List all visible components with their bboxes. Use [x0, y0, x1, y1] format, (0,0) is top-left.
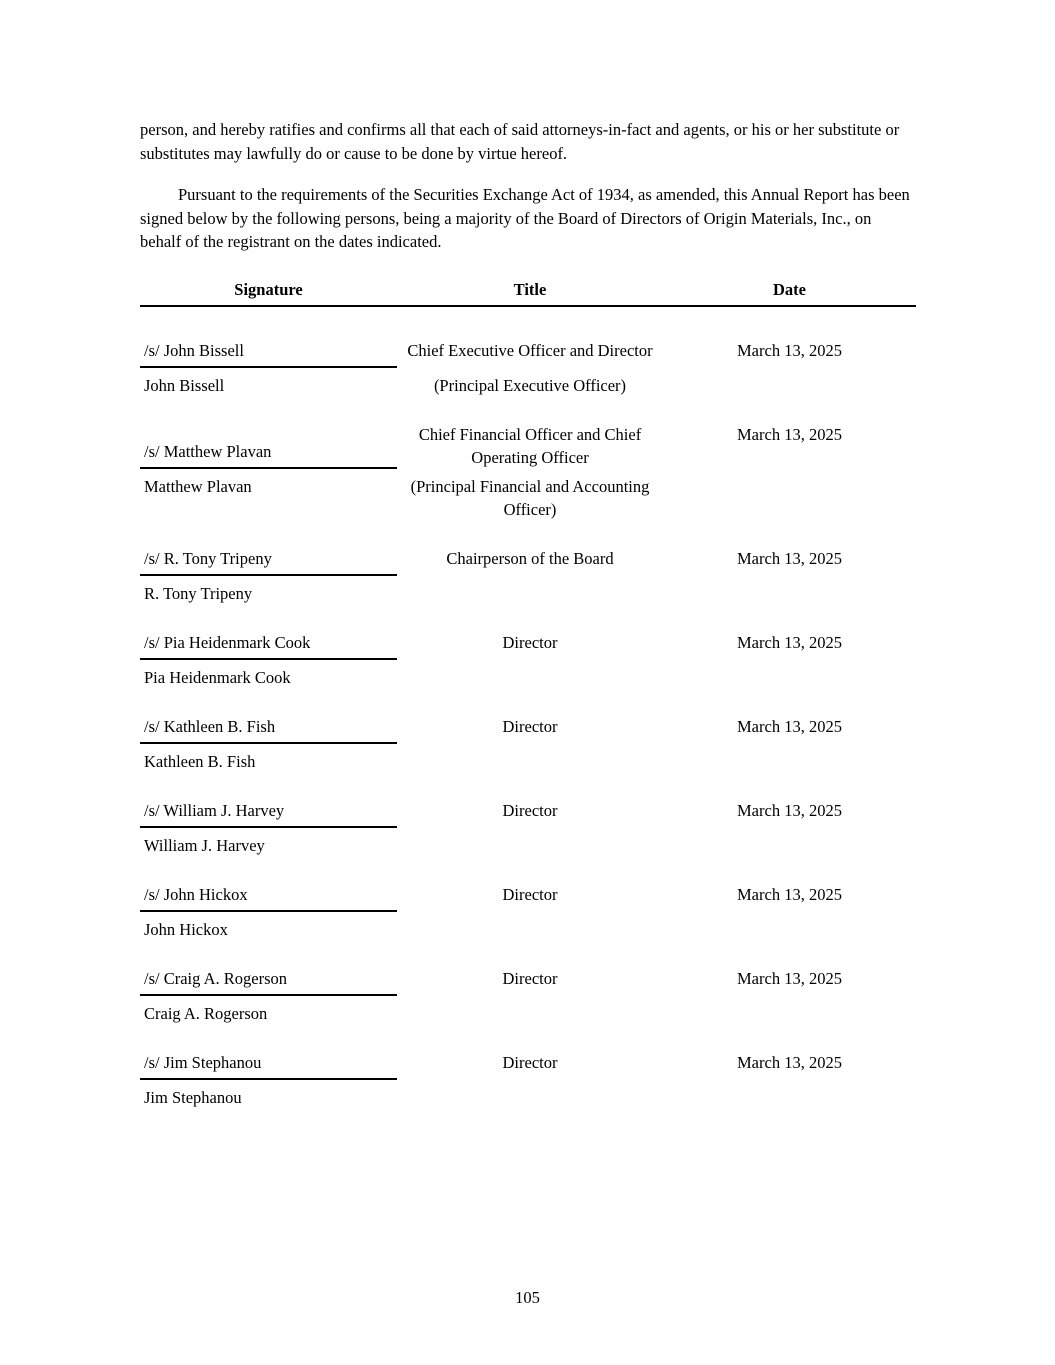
title-text: Director [502, 968, 558, 988]
title-text: Director [502, 716, 558, 736]
date-text: March 13, 2025 [737, 1052, 842, 1072]
title-text: Director [502, 632, 558, 652]
signature-line: /s/ Craig A. Rogerson [140, 967, 397, 996]
title-text: Director [502, 1052, 558, 1072]
title-subtext [397, 660, 663, 689]
title-text: Director [502, 800, 558, 820]
signer-name: Matthew Plavan [144, 476, 252, 496]
body-paragraph-continuation: person, and hereby ratifies and confirms all that each of said attorneys-in-fact and agents, or his or her substitute or substitutes may lawfully do or cause to be done by virtue hereof. [140, 120, 900, 163]
title-subtext: (Principal Financial and Accounting Officer) [410, 476, 650, 519]
title-text: Chief Executive Officer and Director [407, 340, 653, 360]
signature-row [140, 339, 916, 397]
signer-name: Pia Heidenmark Cook [144, 667, 291, 687]
date-text: March 13, 2025 [737, 340, 842, 360]
title-subtext [397, 576, 663, 605]
signature-line: /s/ Matthew Plavan [140, 440, 397, 469]
page-number: 105 [515, 1288, 540, 1307]
signer-name: William J. Harvey [144, 835, 265, 855]
signature-line: /s/ R. Tony Tripeny [140, 547, 397, 576]
body-paragraph-pursuant: Pursuant to the requirements of the Securities Exchange Act of 1934, as amended, this Annual Report has been signed below by the following persons, being a majority of the Board of Directors of Origin Materials, Inc., on behalf of the registrant on the dates indicated. [140, 185, 910, 251]
title-subtext [397, 828, 663, 857]
signature-table-body [140, 307, 916, 1109]
date-text: March 13, 2025 [737, 548, 842, 568]
signer-name: Jim Stephanou [144, 1087, 242, 1107]
signature-line: /s/ Kathleen B. Fish [140, 715, 397, 744]
signature-row [140, 883, 916, 941]
title-subtext [397, 912, 663, 941]
signer-name: John Bissell [144, 375, 225, 395]
signature-row [140, 423, 916, 521]
date-text: March 13, 2025 [737, 800, 842, 820]
date-text: March 13, 2025 [737, 424, 842, 444]
signature-line: /s/ Pia Heidenmark Cook [140, 631, 397, 660]
title-text: Director [502, 884, 558, 904]
title-subtext [397, 996, 663, 1025]
signature-line: /s/ John Bissell [140, 339, 397, 368]
date-text: March 13, 2025 [737, 716, 842, 736]
date-text: March 13, 2025 [737, 884, 842, 904]
signature-row [140, 1051, 916, 1109]
title-subtext: (Principal Executive Officer) [433, 375, 627, 395]
signature-row [140, 547, 916, 605]
signer-name: John Hickox [144, 919, 228, 939]
column-header-signature: Signature [234, 279, 303, 299]
signature-row [140, 967, 916, 1025]
title-text: Chairperson of the Board [446, 548, 614, 568]
date-text: March 13, 2025 [737, 632, 842, 652]
signature-row [140, 715, 916, 773]
signature-row [140, 799, 916, 857]
signature-row [140, 631, 916, 689]
title-text: Chief Financial Officer and Chief Operating Officer [418, 424, 642, 467]
signature-line: /s/ Jim Stephanou [140, 1051, 397, 1080]
column-header-title: Title [513, 279, 547, 299]
signature-line: /s/ William J. Harvey [140, 799, 397, 828]
column-header-date: Date [773, 279, 806, 299]
title-subtext [397, 744, 663, 773]
signer-name: Kathleen B. Fish [144, 751, 256, 771]
signer-name: R. Tony Tripeny [144, 583, 253, 603]
signature-table-header [140, 278, 916, 307]
signer-name: Craig A. Rogerson [144, 1003, 268, 1023]
title-subtext [397, 1080, 663, 1109]
page-content [140, 118, 916, 1135]
signature-line: /s/ John Hickox [140, 883, 397, 912]
date-text: March 13, 2025 [737, 968, 842, 988]
